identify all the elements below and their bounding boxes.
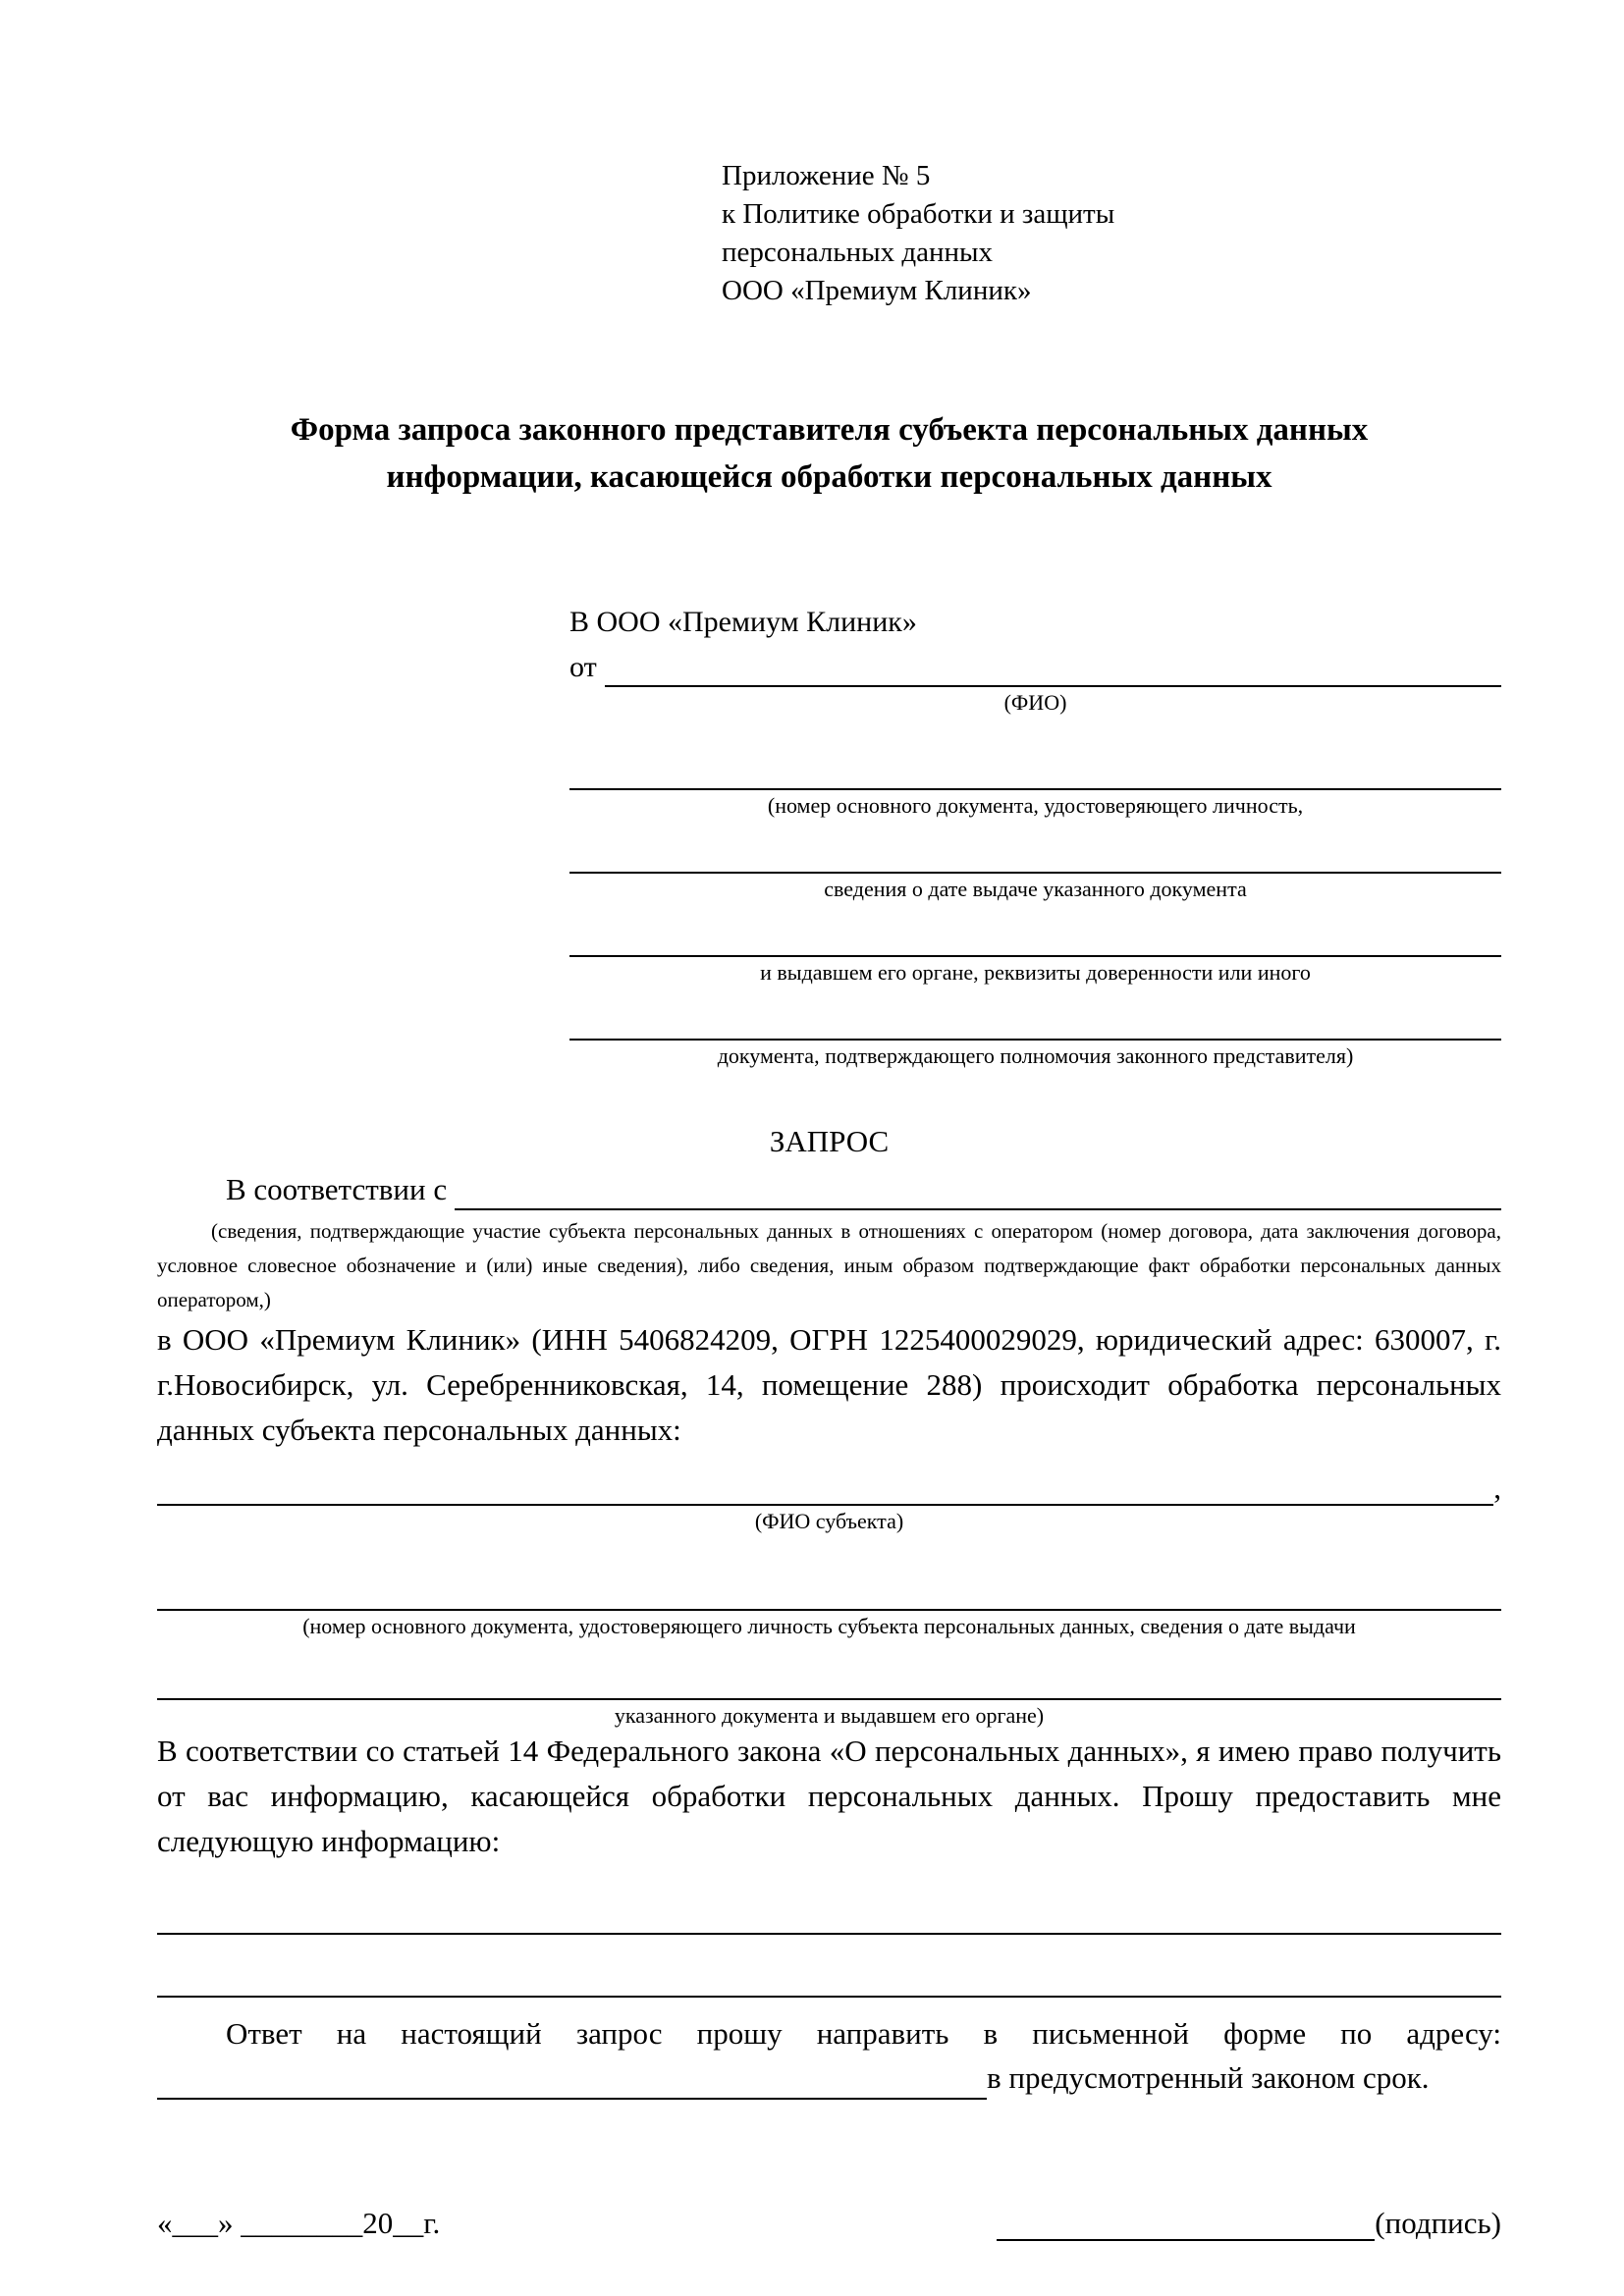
appendix-header xyxy=(722,157,1501,310)
subject-fio-blank-line xyxy=(157,1470,1493,1506)
document-title-line1: Форма запроса законного представителя субъекта персональных данных xyxy=(290,412,1369,448)
information-blank-line2 xyxy=(157,1962,1501,1998)
footer-row xyxy=(157,2206,1501,2241)
addressee-from-row xyxy=(569,648,1501,687)
addressee-to: В ООО «Премиум Клиник» xyxy=(569,606,917,638)
signature-blank-line xyxy=(997,2206,1375,2241)
answer-suffix: в предусмотренный законом срок. xyxy=(987,2060,1430,2095)
date-line: «___» ________20__г. xyxy=(157,2206,441,2240)
document-title xyxy=(157,406,1501,501)
issue-date-blank-line xyxy=(569,838,1501,874)
authority-document-caption: документа, подтверждающего полномочия законного представителя) xyxy=(717,1043,1354,1068)
addressee-from-label: от xyxy=(569,651,597,683)
operator-paragraph: в ООО «Премиум Клиник» (ИНН 5406824209, ОГРН 1225400029029, юридический адрес: 630007, г. г.Новосибирск, ул. Серебренниковская, 14, помещение 288) происходит обработка персональных данных субъекта персональных данных: xyxy=(157,1322,1501,1447)
answer-address-blank-line xyxy=(157,2064,987,2100)
signature-group xyxy=(989,2206,1501,2241)
subject-line-comma: , xyxy=(1493,1470,1501,1505)
fio-blank-line xyxy=(605,652,1501,687)
issuing-authority-blank-line xyxy=(569,922,1501,957)
appendix-policy-line2: персональных данных xyxy=(722,237,994,268)
subject-document-blank-line2 xyxy=(157,1665,1501,1700)
subject-document-caption: (номер основного документа, удостоверяющего личность субъекта персональных данных, сведения о дате выдачи xyxy=(302,1614,1356,1638)
subject-fio-row xyxy=(157,1470,1501,1506)
appendix-policy-line1: к Политике обработки и защиты xyxy=(722,198,1115,230)
appendix-company: ООО «Премиум Клиник» xyxy=(722,275,1032,306)
relation-info-caption: (сведения, подтверждающие участие субъекта персональных данных в отношениях с оператором (номер договора, дата заключения договора, условное словесное обозначение и (или) иные сведения), либо сведения, иным образом подтверждающие факт обработки персональных данных оператором,) xyxy=(157,1219,1501,1311)
intro-row xyxy=(157,1169,1501,1210)
intro-prefix: В соответствии с xyxy=(226,1172,448,1206)
fio-caption: (ФИО) xyxy=(1003,690,1067,715)
answer-sentence: Ответ на настоящий запрос прошу направить в письменной форме по адресу: xyxy=(226,2016,1501,2051)
request-heading: ЗАПРОС xyxy=(769,1124,890,1158)
addressee-block xyxy=(569,603,1501,1069)
issuing-authority-caption: и выдавшем его органе, реквизиты доверенности или иного xyxy=(760,960,1311,985)
signature-caption: (подпись) xyxy=(1375,2206,1501,2240)
document-number-caption: (номер основного документа, удостоверяющего личность, xyxy=(767,793,1304,818)
subject-document-blank-line xyxy=(157,1575,1501,1611)
information-blank-line1 xyxy=(157,1899,1501,1935)
relation-info-blank-line xyxy=(455,1175,1501,1210)
issue-date-caption: сведения о дате выдаче указанного документа xyxy=(824,877,1247,901)
subject-document-caption2: указанного документа и выдавшем его органе) xyxy=(614,1703,1045,1728)
answer-address-row xyxy=(157,2056,1501,2100)
appendix-number: Приложение № 5 xyxy=(722,160,931,191)
authority-document-blank-line xyxy=(569,1005,1501,1041)
document-number-blank-line xyxy=(569,755,1501,790)
law-paragraph: В соответствии со статьей 14 Федерального закона «О персональных данных», я имею право получить от вас информацию, касающейся обработки персональных данных. Прошу предоставить мне следующую информацию: xyxy=(157,1734,1501,1858)
subject-fio-caption: (ФИО субъекта) xyxy=(754,1509,904,1533)
document-title-line2: информации, касающейся обработки персональных данных xyxy=(386,459,1272,495)
